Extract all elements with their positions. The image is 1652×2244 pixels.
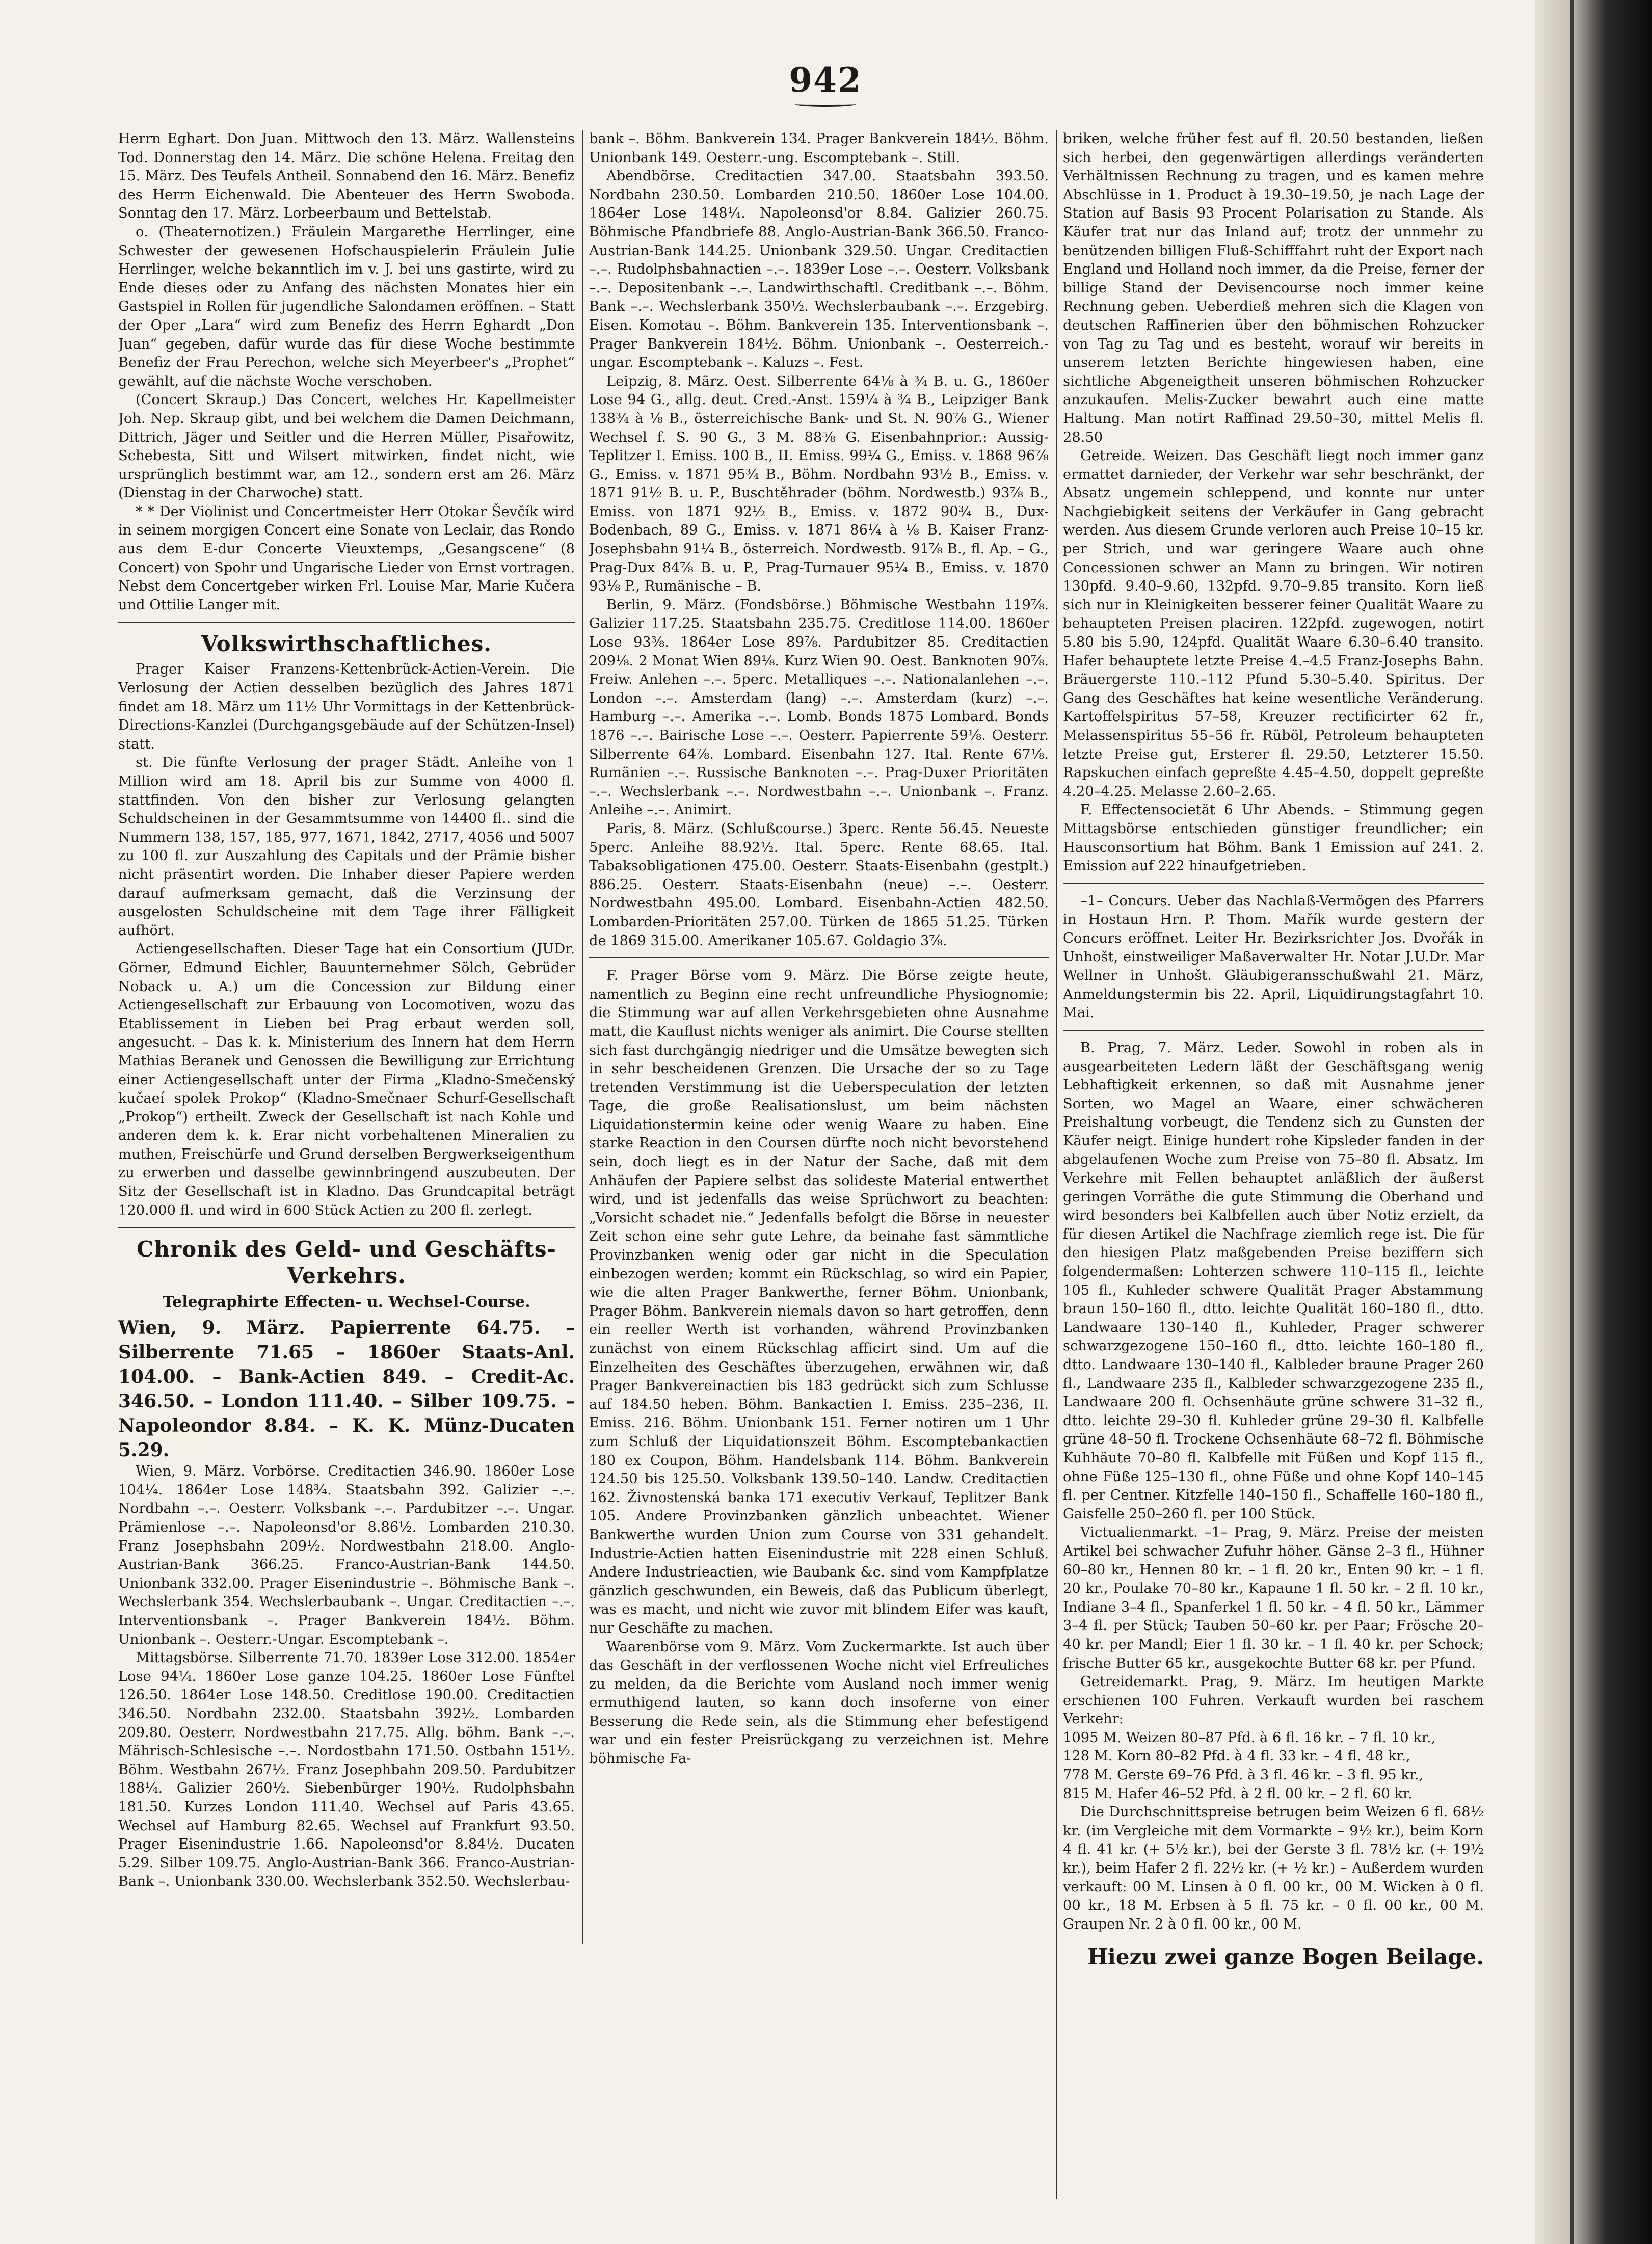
- beilage-notice: Hiezu zwei ganze Bogen Beilage.: [1087, 1944, 1484, 1970]
- vienna-mittagsboerse-continued: bank –. Böhm. Bankverein 134. Prager Bankverein 184½. Böhm. Unionbank 149. Oesterr.-ung. Escomptebank –. Still.: [589, 131, 1049, 166]
- page-number: 942: [780, 60, 871, 107]
- column-rule: [582, 130, 583, 1944]
- section-divider: [118, 622, 575, 623]
- vienna-vorboerse: Wien, 9. März. Vorbörse. Creditactien 346.90. 1860er Lose 104¼. 1864er Lose 148¾. Staatsbahn 392. Galizier –.–. Nordbahn –.–. Oesterr. Volksbank –.–. Pardubitzer –.–. Ungar. Prämienlose –.–. Napoleonsd'or 8.86½. Lombarden 210.30. Franz Josephsbahn 209½. Nordwestbahn 218.00. Anglo-Austrian-Bank 366.25. Franco-Austrian-Bank 144.50. Unionbank 332.00. Prager Eisenindustrie –. Böhmische Bank –. Wechslerbank 354. Wechslerbaubank –. Ungar. Creditactien –.–. Interventionsbank –. Prager Bankverein 184½. Böhm. Unionbank –. Oesterr.-Ungar. Escomptebank –.: [118, 1463, 575, 1647]
- stadt-anleihe-notice: st. Die fünfte Verlosung der prager Städt. Anleihe von 1 Million wird am 18. April bis zur Summe von 4000 fl. stattfinden. Von den bisher zur Verlosung gelangten Schuldscheinen in der Gesammtsumme von 14400 fl.. sind die Nummern 138, 157, 185, 977, 1671, 1842, 2717, 4056 und 5007 zu 100 fl. zur Auszahlung des Capitals und der Prämie bisher nicht präsentirt worden. Die Inhaber dieser Papiere werden darauf aufmerksam gemacht, daß die Verzinsung der ausgelosten Schuldscheine mit dem Tage ihrer Fälligkeit aufhört.: [118, 755, 575, 939]
- markt-line: 778 M. Gerste 69–76 Pfd. à 3 fl. 46 kr. – 3 fl. 95 kr.,: [1063, 1767, 1424, 1783]
- section-divider: [118, 1227, 575, 1228]
- theatre-notes: o. (Theaternotizen.) Fräulein Margarethe Herrlinger, eine Schwester der gewesenen Hofschauspielerin Fräulein Julie Herrlinger, welche bekanntlich im v. J. bei uns gastirte, wird zu Ende dieses oder zu Anfang des nächsten Monates hier ein Gastspiel in Rollen für jugendliche Salondamen eröffnen. – Statt der Oper „Lara“ wird zum Benefiz des Herrn Eghardt „Don Juan“ gegeben, dafür wurde das für diese Woche bestimmte Benefiz der Frau Perechon, welche sich Meyerbeer's „Prophet“ gewählt, auf die nächste Woche verschoben.: [118, 224, 575, 389]
- markt-line: 1095 M. Weizen 80–87 Pfd. à 6 fl. 16 kr. – 7 fl. 10 kr.,: [1063, 1729, 1436, 1746]
- zucker-continued: briken, welche früher fest auf fl. 20.50 bestanden, ließen sich herbei, den gegenwärtigen allerdings veränderten Verhältnissen Rechnung zu tragen, und es kamen mehre Abschlüsse in 1. Product à 19.30–19.50, je nach Lage der Station auf Basis 93 Procent Polarisation zu Stande. Als Käufer trat nur das Inland auf; trotz der unnmehr zu benützenden billigen Fluß-Schifffahrt ruht der Export nach England und Holland noch immer, da die Preise, ferner der billige Stand der Devisencourse noch immer keine Rechnung geben. Ueberdieß mehren sich die Klagen von deutschen Raffinerien über den böhmischen Rohzucker von Tag zu Tag und es besteht, worauf wir bereits in unserem letzten Berichte hingewiesen haben, eine sichtliche Abgeneigtheit unseren böhmischen Rohzucker anzukaufen. Melis-Zucker bewahrt auch eine matte Haltung. Man notirt Raffinad 29.50–30, mittel Melis fl. 28.50: [1063, 131, 1484, 445]
- effectensocietaet: F. Effectensocietät 6 Uhr Abends. – Stimmung gegen Mittagsbörse entschieden günstiger freundlicher; ein Hausconsortium hat Böhm. Bank 1 Emission auf 241. 2. Emission auf 222 hinaufgetrieben.: [1063, 802, 1484, 874]
- getreide-report: Getreide. Weizen. Das Geschäft liegt noch immer ganz ermattet darnieder, der Verkehr war sehr beschränkt, der Absatz ungemein schleppend, und konnte nur unter Nachgiebigkeit seitens der Verkäufer in Gang gebracht werden. Aus diesem Grunde verloren auch Preise 10–15 kr. per Strich, und war geringere Waare auch ohne Concessionen schwer an Mann zu bringen. Wir notiren 130pfd. 9.40–9.60, 132pfd. 9.70–9.85 transito. Korn ließ sich nur in Kleinigkeiten besserer feiner Qualität Waare zu behaupteten Preisen placiren. 122pfd. zugewogen, notirt 5.80 bis 5.90, 124pfd. Qualität Waare 6.30–6.40 transito. Hafer behauptete letzte Preise 4.–4.5 Franz-Josephs Bahn. Bräuergerste 110.–112 Pfund 5.30–5.40. Spiritus. Der Gang des Geschäftes hat keine wesentliche Veränderung. Kartoffelspiritus 57–58, Kreuzer rectificirter 62 fr., Melassenspiritus 55–56 fr. Rüböl, Petroleum behaupteten letzte Preise gut, Ersterer fl. 29.50, Letzterer 15.50. Rapskuchen einfach gepreßte 4.45–4.50, doppelt gepreßte 4.20–4.25. Melasse 2.60–2.65.: [1063, 448, 1484, 799]
- leder-report: B. Prag, 7. März. Leder. Sowohl in roben als in ausgearbeiteten Ledern läßt der Geschäftsgang wenig Lebhaftigkeit erkennen, so daß mit Ausnahme jener Sorten, wo Magel an Waare, einer schwächeren Preishaltung vorbeugt, die Tendenz sich zu Gunsten der Käufer neigt. Einige hundert rohe Kipsleder fanden in der abgelaufenen Woche zum Preise von 75–80 fl. Absatz. Im Verkehre mit Fellen behauptet anläßlich der äußerst geringen Vorräthe die gute Stimmung die Oberhand und wird besonders bei Kalbfellen auch über Notiz erzielt, da für diesen Artikel die Nachfrage ziemlich rege ist. Die für den hiesigen Platz maßgebenden Preise beziffern sich folgendermaßen: Lohterzen schwere 110–115 fl., leichte 105 fl., Kuhleder schwere Qualität Prager Abstammung braun 150–160 fl., dtto. leichte Qualität 160–180 fl., dtto. Landwaare 130–140 fl., Kuhleder, Prager schwerer schwarzgezogene 150–160 fl., dtto. leichte 160–180 fl., dtto. Landwaare 130–140 fl., Kalbleder braune Prager 260 fl., Landwaare 235 fl., Kalbleder schwarzgezogene 235 fl., Landwaare 200 fl. Ochsenhäute grüne schwere 31–32 fl., dtto. leichte 29–30 fl. Kuhleder grüne 29–30 fl. Kalbfelle grüne 48–50 fl. Trockene Ochsenhäute 68–72 fl. Böhmische Kuhhäute 70–80 fl. Kalbfelle mit Füßen und Kopf 115 fl., ohne Füße 125–130 fl., ohne Füße und ohne Kopf 140–145 fl. per Centner. Kitzfelle 140–150 fl., Schaffelle 160–180 fl., Gaisfelle 250–260 fl. per 100 Stück.: [1063, 1039, 1484, 1522]
- vienna-mittagsboerse: Mittagsbörse. Silberrente 71.70. 1839er Lose 312.00. 1854er Lose 94¼. 1860er Lose ganze 104.25. 1860er Lose Fünftel 126.50. 1864er Lose 148.50. Creditlose 190.00. Creditactien 346.50. Nordbahn 232.00. Staatsbahn 392½. Lombarden 209.80. Oesterr. Nordwestbahn 217.75. Allg. böhm. Bank –.–. Mährisch-Schlesische –.–. Nordostbahn 171.50. Ostbahn 151½. Böhm. Westbahn 267½. Franz Josephbahn 209.50. Pardubitzer 188¼. Galizier 260½. Siebenbürger 190½. Rudolphsbahn 181.50. Kurzes London 111.40. Wechsel auf Paris 43.65. Wechsel auf Hamburg 82.65. Wechsel auf Frankfurt 93.50. Prager Eisenindustrie 1.66. Napoleonsd'or 8.84½. Ducaten 5.29. Silber 109.75. Anglo-Austrian-Bank 366. Franco-Austrian-Bank –. Unionbank 330.00. Wechslerbank 352.50. Wechslerbau-: [118, 1650, 575, 1890]
- vienna-telegraph-rates: [118, 1316, 575, 1462]
- concert-skraup: (Concert Skraup.) Das Concert, welches Hr. Kapellmeister Joh. Nep. Skraup gibt, und bei welchem die Damen Deichmann, Dittrich, Jäger und Seitler und die Herren Müller, Pisařowitz, Schebesta, Sitt und Wilsert mitwirken, findet nicht, wie ursprünglich bestimmt war, am 12., sondern erst am 26. März (Dienstag in der Charwoche) statt.: [118, 392, 575, 501]
- heading-volkswirthschaftliches: Volkswirthschaftliches.: [201, 631, 492, 657]
- actiengesellschaften-notice: Actiengesellschaften. Dieser Tage hat ein Consortium (JUDr. Görner, Edmund Eichler, Bauunternehmer Sölch, Gebrüder Noback u. A.) um die Concession zur Bildung einer Actiengesellschaft zur Erbauung von Locomotiven, wozu das Etablissement in Lieben bei Prag erbaut werden soll, angesucht. – Das k. k. Ministerium des Innern hat dem Herrn Mathias Beranek und Genossen die Bewilligung zur Errichtung einer Actiengesellschaft unter der Firma „Kladno-Smečenský kučaeí spolek Prokop“ (Kladno-Smečnaer Schurf-Gesellschaft „Prokop“) ertheilt. Zweck der Gesellschaft ist nach Kohle und anderen dem k. k. Erar nicht vorbehaltenen Mineralien zu muthen, Freischürfe und Grund derselben Bergwerkseigenthum zu erwerben und dasselbe gewinnbringend auszubeuten. Der Sitz der Gesellschaft ist in Kladno. Das Grundcapital beträgt 120.000 fl. und wird in 600 Stück Actien zu 200 fl. zerlegt.: [118, 941, 575, 1218]
- book-binding-edge: [1535, 0, 1652, 2244]
- vienna-rates-text: Wien, 9. März. Papierrente 64.75. – Silberrente 71.65 – 1860er Staats-Anl. 104.00. – Bank-Actien 849. – Credit-Ac. 346.50. – London 111.40. – Silber 109.75. – Napoleondor 8.84. – K. K. Münz-Ducaten 5.29.: [118, 1317, 575, 1461]
- binding-stripe: [1570, 0, 1574, 2244]
- waarenboerse-zucker: Waarenbörse vom 9. März. Vom Zuckermarkte. Ist auch über das Geschäft in der verflossenen Woche nicht viel Erfreuliches zu melden, da die Berichte vom Ausland noch immer wenig ermuthigend lauten, so kann doch insoferne von einer Besserung die Rede sein, als die Stimmung eher befestigend war und ein fester Preisrückgang zu verzeichnen ist. Mehre böhmische Fa-: [589, 1639, 1049, 1767]
- berlin-rates: Berlin, 9. März. (Fondsbörse.) Böhmische Westbahn 119⅞. Galizier 117.25. Staatsbahn 235.75. Creditlose 114.00. 1860er Lose 93⅜. 1864er Lose 89⅞. Pardubitzer 85. Creditactien 209⅛. 2 Monat Wien 89⅛. Kurz Wien 90. Oest. Banknoten 90⅞. Freiw. Anlehen –.–. 5perc. Metalliques –.–. Nationalanlehen –.–. London –.–. Amsterdam (lang) –.–. Amsterdam (kurz) –.–. Hamburg –.–. Amerika –.–. Lomb. Bonds 1875 Lombard. Bonds 1876 –.–. Bairische Lose –.–. Oesterr. Papierrente 59⅛. Oesterr. Silberrente 64⅞. Lombard. Eisenbahn 127. Ital. Rente 67⅛. Rumänien –.–. Russische Banknoten –.–. Prag-Duxer Prioritäten –.–. Wechslerbank –.–. Nordwestbahn –.–. Unionbank –. Franz. Anleihe –.–. Animirt.: [589, 597, 1049, 818]
- concurs-notice: –1– Concurs. Ueber das Nachlaß-Vermögen des Pfarrers in Hostaun Hrn. P. Thom. Mařík wurde gestern der Concurs eröffnet. Leiter Hr. Bezirksrichter Jos. Dvořák in Unhošt, einstweiliger Maßaverwalter Hr. Notar J.U.Dr. Mar Wellner in Unhošt. Gläubigeransschußwahl 21. März, Anmeldungstermin bis 22. April, Liquidirungstagfahrt 10. Mai.: [1063, 893, 1484, 1021]
- heading-chronik: Chronik des Geld- und Geschäfts-Verkehrs.: [137, 1237, 556, 1289]
- column-3: [1063, 130, 1484, 2199]
- victualienmarkt: Victualienmarkt. –1– Prag, 9. März. Preise der meisten Artikel bei schwacher Zufuhr höher. Gänse 2–3 fl., Hühner 60–80 kr., Hennen 80 kr. – 1 fl. 20 kr., Enten 90 kr. – 1 fl. 20 kr., Poulake 70–80 kr., Kapaune 1 fl. 50 kr. – 2 fl. 10 kr., Indiane 3–4 fl., Spanferkel 1 fl. 50 kr. – 4 fl. 50 kr., Lämmer 3–4 fl. per Stück; Tauben 50–60 kr. per Paar; Frösche 20–40 kr. per Mandl; Eier 1 fl. 30 kr. – 1 fl. 40 kr. per Schock; frische Butter 65 kr., ausgekochte Butter 68 kr. per Pfund.: [1063, 1525, 1484, 1671]
- section-divider: [1063, 883, 1484, 884]
- paris-rates: Paris, 8. März. (Schlußcourse.) 3perc. Rente 56.45. Neueste 5perc. Anleihe 88.92½. Ital. 5perc. Rente 68.65. Ital. Tabaksobligationen 475.00. Oesterr. Staats-Eisenbahn (gestplt.) 886.25. Oesterr. Staats-Eisenbahn (neue) –.–. Oesterr. Nordwestbahn 495.00. Lombard. Eisenbahn-Actien 482.50. Lombarden-Prioritäten 257.00. Türken de 1865 51.25. Türken de 1869 315.00. Amerikaner 105.67. Goldagio 3⅞.: [589, 820, 1049, 949]
- markt-line: 128 M. Korn 80–82 Pfd. à 4 fl. 33 kr. – 4 fl. 48 kr.,: [1063, 1748, 1410, 1765]
- kettenbruecke-notice: Prager Kaiser Franzens-Kettenbrück-Actien-Verein. Die Verlosung der Actien desselben bezüglich des Jahres 1871 findet am 18. März um 11½ Uhr Vormittags in der Kettenbrück-Directions-Kanzlei (Durchgangsgebäude auf der Schützen-Insel) statt.: [118, 661, 575, 752]
- section-divider: [589, 957, 1049, 958]
- leipzig-rates: Leipzig, 8. März. Oest. Silberrente 64⅛ à ¾ B. u. G., 1860er Lose 94 G., allg. deut. Cred.-Anst. 159¼ à ¾ B., Leipziger Bank 138¾ à ⅛ B., österreichische Bank- und St. N. 90⅞ G., Wiener Wechsel f. S. 90 G., 3 M. 88⅝ G. Eisenbahnprior.: Aussig-Teplitzer I. Emiss. 100 B., II. Emiss. 99¼ G., Emiss. v. 1868 96⅞ G., Emiss. v. 1871 95¾ B., Böhm. Nordbahn 93½ B., Emiss. v. 1871 91½ B. u. P., Buschtěhrader (böhm. Nordwestb.) 93⅞ B., Emiss. von 1871 92½ B., Emiss. v. 1872 90¾ B., Dux-Bodenbach, 89 G., Emiss. v. 1871 86¼ à ⅛ B. Kaiser Franz-Josephsbahn 91¼ B., österreich. Nordwestb. 91⅞ B., fl. Ap. – G., Prag-Dux 84⅞ B. u. P., Prag-Turnauer 95¼ B., Emiss. v. 1870 93⅛ P., Rumänische – B.: [589, 373, 1049, 595]
- prager-boerse-report: F. Prager Börse vom 9. März. Die Börse zeigte heute, namentlich zu Beginn eine recht unfreundliche Physiognomie; die Stimmung war auf allen Verkehrsgebieten ohne Ausnahme matt, die Kauflust nichts weniger als animirt. Die Course stellten sich fast durchgängig niedriger und die Umsätze bewegten sich in sehr bescheidenen Grenzen. Die Ursache der so zu Tage tretenden Verstimmung ist die Ueberspeculation der letzten Tage, die große Realisationslust, um beim nächsten Liquidationstermin keine oder wenig Waare zu haben. Eine starke Reaction in den Coursen dürfte noch nicht bevorstehend sein, doch liegt es in der Natur der Sache, daß mit dem Anhäufen der Papiere selbst das solideste Material entwerthet wird, und ist jedenfalls das weise Sprüchwort zu beachten: „Vorsicht schadet nie.“ Jedenfalls befolgt die Börse in neuester Zeit schon eine sehr gute Lehre, da beinahe fast sämmtliche Provinzbanken wenig oder gar nicht in die Speculation einbezogen werden; kommt ein Rückschlag, so wird ein Papier, wie die alten Prager Bankwerthe, ferner Böhm. Unionbank, Prager Böhm. Bankverein niemals davon so hart getroffen, denn ein reeller Werth ist vorhanden, während Provinzbanken zunächst von einem Rückschlag afficirt sind. Um auf die Einzelheiten des Geschäftes überzugehen, erwähnen wir, daß Prager Bankvereinactien bis 183 gedrückt sich zum Schlusse auf 184.50 heben. Böhm. Bankactien I. Emiss. 235–236, II. Emiss. 216. Böhm. Unionbank 151. Ferner notiren um 1 Uhr zum Schluß der Liquidationszeit Böhm. Escomptebankactien 180 ex Coupon, Böhm. Handelsbank 114. Böhm. Bankverein 124.50 bis 125.50. Volksbank 139.50–140. Landw. Creditactien 162. Živnostenská banka 171 executiv Verkauf, Teplitzer Bank 105. Andere Provinzbanken gänzlich unbeachtet. Wiener Bankwerthe wurden Union zum Course von 331 gehandelt. Industrie-Actien hatten Eisenindustrie mit 228 einen Schluß. Andere Industrieactien, wie Baubank &c. sind vom Kampfplatze gänzlich geschwunden, ein Beweis, daß das Publicum überlegt, was es macht, und nicht wie zuvor mit blindem Eifer was kauft, nur Geschäfte zu machen.: [589, 968, 1049, 1636]
- column-rule: [1056, 130, 1057, 2199]
- abendboerse: Abendbörse. Creditactien 347.00. Staatsbahn 393.50. Nordbahn 230.50. Lombarden 210.50. 1860er Lose 104.00. 1864er Lose 148¼. Napoleonsd'or 8.84. Galizier 260.75. Böhmische Pfandbriefe 88. Anglo-Austrian-Bank 366.50. Franco-Austrian-Bank 144.25. Unionbank 329.50. Ungar. Creditactien –.–. Rudolphsbahnactien –.–. 1839er Lose –.–. Oesterr. Volksbank –.–. Depositenbank –.–. Landwirthschaftl. Creditbank –.–. Böhm. Bank –.–. Wechslerbank 350½. Wechslerbaubank –.–. Erzgebirg. Eisen. Komotau –. Böhm. Bankverein 135. Interventionsbank –. Prager Bankverein 184½. Böhm. Unionbank –. Oesterreich.-ungar. Escomptebank –. Kaluzs –. Fest.: [589, 168, 1049, 371]
- column-1: [118, 130, 575, 2199]
- durchschnittspreise: Die Durchschnittspreise betrugen beim Weizen 6 fl. 68½ kr. (im Vergleiche mit dem Vormarkte – 9½ kr.), beim Korn 4 fl. 41 kr. (+ 5½ kr.), bei der Gerste 3 fl. 78½ kr. (+ 19½ kr.), beim Hafer 2 fl. 22½ kr. (+ ½ kr.) – Außerdem wurden verkauft: 00 M. Linsen à 0 fl. 00 kr., 00 M. Wicken à 0 fl. 00 kr., 18 M. Erbsen à 5 fl. 75 kr. – 0 fl. 00 kr., 00 M. Graupen Nr. 2 à 0 fl. 00 kr., 00 M.: [1063, 1804, 1484, 1932]
- section-divider: [1063, 1030, 1484, 1031]
- markt-line: 815 M. Hafer 46–52 Pfd. à 2 fl. 00 kr. – 2 fl. 60 kr.: [1063, 1785, 1413, 1802]
- getreidemarkt: Getreidemarkt. Prag, 9. März. Im heutigen Markte erschienen 100 Fuhren. Verkauft wurden bei raschem Verkehr:: [1063, 1674, 1484, 1727]
- heading-telegraphirte-course: Telegraphirte Effecten- u. Wechsel-Course.: [163, 1293, 530, 1312]
- violinist-notice: * * Der Violinist und Concertmeister Herr Otokar Ševčík wird in seinem morgigen Concert eine Sonate von Leclair, das Rondo aus dem E-dur Concerte Vieuxtemps, „Gesangscene“ (8 Concert) von Spohr und Ungarische Lieder von Ernst vortragen. Nebst dem Concertgeber wirken Frl. Louise Mar, Marie Kučera und Ottilie Langer mit.: [118, 503, 575, 613]
- column-2: [589, 130, 1049, 2199]
- theatre-schedule: Herrn Eghart. Don Juan. Mittwoch den 13. März. Wallensteins Tod. Donnerstag den 14. März. Die schöne Helena. Freitag den 15. März. Des Teufels Antheil. Sonnabend den 16. März. Benefiz des Herrn Eichenwald. Die Abenteuer des Herrn Swoboda. Sonntag den 17. März. Lorbeerbaum und Bettelstab.: [118, 131, 575, 222]
